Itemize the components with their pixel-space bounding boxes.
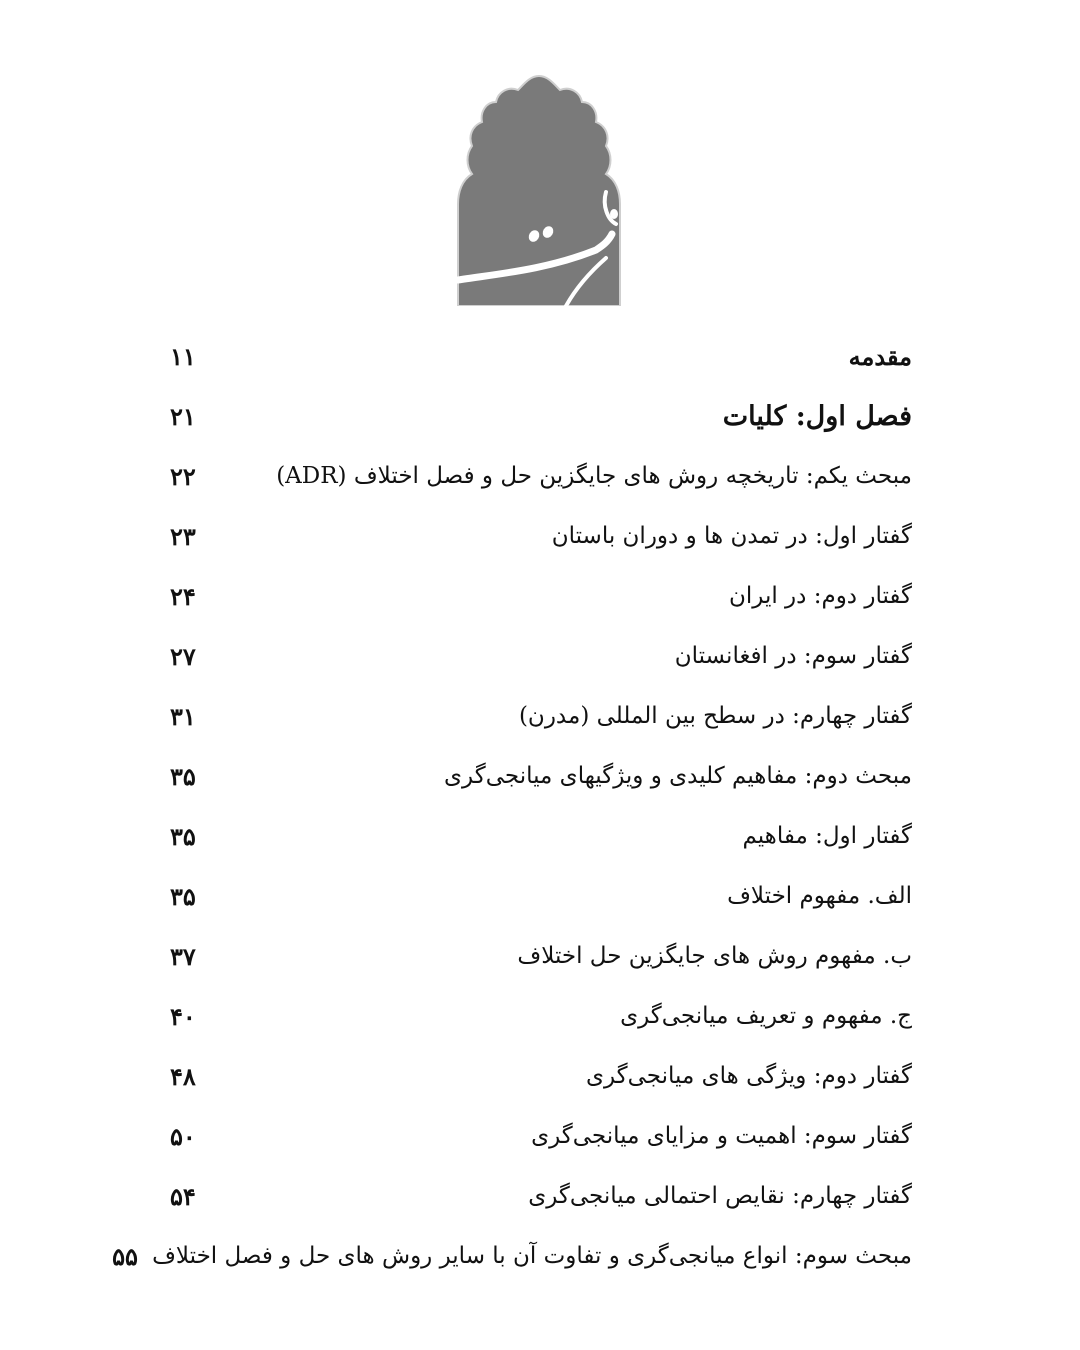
toc-entry[interactable] — [160, 1114, 912, 1158]
toc-entry-title: الف. مفهوم اختلاف — [727, 883, 912, 909]
toc-entry-title: گفتار اول: در تمدن ها و دوران باستان — [551, 523, 912, 549]
toc-entry-page: ۵۰ — [170, 1121, 196, 1151]
toc-entry-page: ۳۵ — [170, 881, 196, 911]
toc-entry-page: ۳۵ — [170, 821, 196, 851]
toc-entry-title: ب. مفهوم روش های جایگزین حل اختلاف — [517, 943, 912, 969]
toc-entry-section-2[interactable] — [160, 754, 912, 798]
toc-entry[interactable] — [160, 1054, 912, 1098]
toc-entry[interactable] — [160, 514, 912, 558]
toc-entry-title: گفتار سوم: در افغانستان — [674, 643, 912, 669]
toc-entry-page: ۳۷ — [170, 941, 196, 971]
toc-entry-page: ۲۳ — [170, 521, 196, 551]
toc-entry-page: ۳۱ — [170, 701, 196, 731]
toc-emblem-icon — [456, 74, 622, 306]
toc-entry-page: ۴۰ — [170, 1001, 196, 1031]
toc-entry[interactable] — [160, 874, 912, 918]
toc-entry-title: گفتار چهارم: در سطح بین المللی (مدرن) — [518, 703, 912, 729]
toc-entry-section-1[interactable] — [160, 454, 912, 498]
toc-entry-page: ۲۱ — [170, 401, 196, 431]
toc-entry-page: ۵۴ — [170, 1181, 196, 1211]
toc-entry-title: فصل اول: کلیات — [722, 400, 912, 432]
toc-entry-page: ۲۴ — [170, 581, 196, 611]
toc-entry-page: ۴۸ — [170, 1061, 196, 1091]
toc-entry-title: گفتار چهارم: نقایص احتمالی میانجی‌گری — [528, 1183, 912, 1209]
toc-entry-page: ۲۷ — [170, 641, 196, 671]
toc-entry-title: گفتار سوم: اهمیت و مزایای میانجی‌گری — [531, 1123, 912, 1149]
toc-entry-title: مبحث یکم: تاریخچه روش های جایگزین حل و فصل اختلاف (ADR) — [276, 463, 912, 489]
toc-entry-chapter-1[interactable] — [160, 394, 912, 438]
toc-entry[interactable] — [160, 1174, 912, 1218]
toc-entry[interactable] — [160, 814, 912, 858]
toc-entry-title: مقدمه — [848, 341, 912, 371]
toc-entry-title: مبحث سوم: انواع میانجی‌گری و تفاوت آن با سایر روش های حل و فصل اختلاف — [152, 1243, 912, 1269]
toc-entry[interactable] — [160, 634, 912, 678]
toc-entry-page: ۲۲ — [170, 461, 196, 491]
toc-entry-title: مبحث دوم: مفاهیم کلیدی و ویژگیهای میانجی‌گری — [444, 763, 912, 789]
toc-entry[interactable] — [160, 934, 912, 978]
toc-entry[interactable] — [160, 694, 912, 738]
toc-entry[interactable] — [160, 574, 912, 618]
toc-entry-introduction[interactable] — [160, 334, 912, 378]
toc-entry-page: ۱۱ — [170, 341, 196, 371]
toc-entry-page: ۳۵ — [170, 761, 196, 791]
toc-entry-section-3[interactable] — [112, 1234, 912, 1278]
toc-entry[interactable] — [160, 994, 912, 1038]
toc-entry-title: ج. مفهوم و تعریف میانجی‌گری — [620, 1003, 912, 1029]
toc-entry-title: گفتار دوم: ویژگی های میانجی‌گری — [585, 1063, 912, 1089]
toc-entry-title: گفتار اول: مفاهیم — [742, 823, 912, 849]
toc-entry-page: ۵۵ — [112, 1241, 138, 1271]
toc-entry-title: گفتار دوم: در ایران — [728, 583, 912, 609]
